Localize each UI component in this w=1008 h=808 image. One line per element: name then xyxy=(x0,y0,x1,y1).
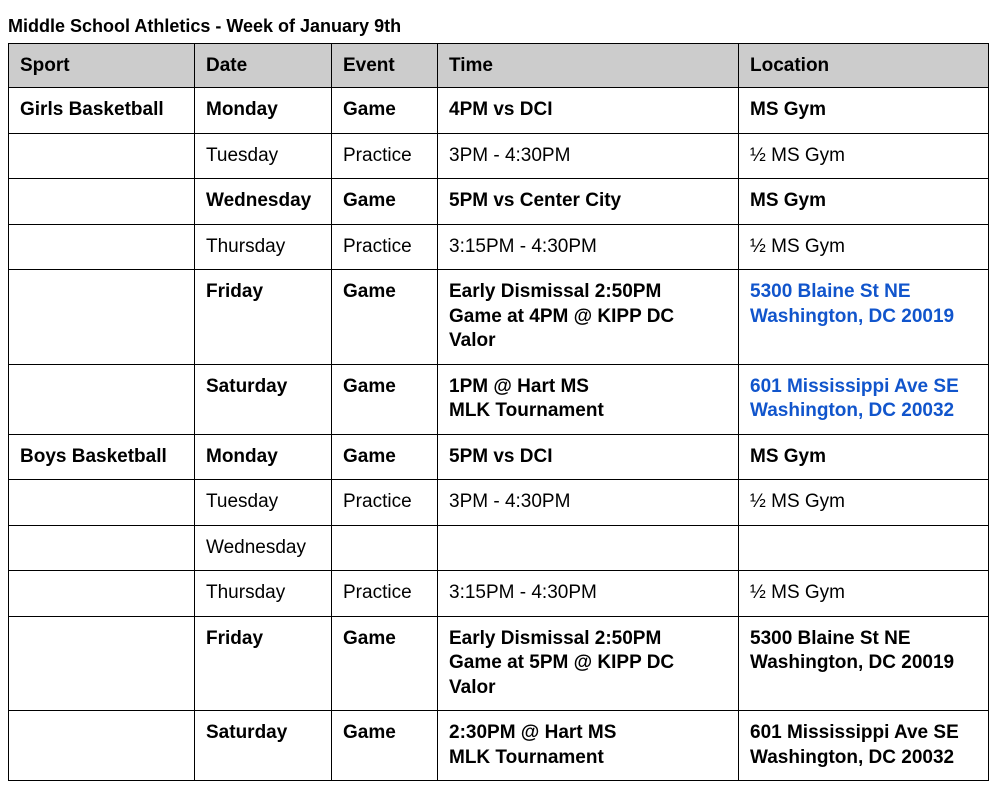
event-cell: Game xyxy=(332,270,438,365)
column-header-date: Date xyxy=(195,44,332,88)
sport-cell xyxy=(9,616,195,711)
location-link[interactable]: 5300 Blaine St NE xyxy=(750,281,911,302)
location-link[interactable]: Washington, DC 20019 xyxy=(750,305,955,327)
table-row xyxy=(9,224,989,270)
time-line: 2:30PM @ Hart MS xyxy=(449,722,617,743)
date-cell: Friday xyxy=(195,270,332,365)
time-cell xyxy=(438,179,739,225)
time-cell xyxy=(438,616,739,711)
sport-cell xyxy=(9,224,195,270)
location-cell xyxy=(739,179,989,225)
column-header-time: Time xyxy=(438,44,739,88)
date-cell: Wednesday xyxy=(195,525,332,571)
time-line: 3PM - 4:30PM xyxy=(449,144,571,166)
time-line: Game at 4PM @ KIPP DC xyxy=(449,305,675,327)
location-cell xyxy=(739,224,989,270)
table-row xyxy=(9,434,989,480)
location-cell[interactable] xyxy=(739,364,989,434)
column-header-location: Location xyxy=(739,44,989,88)
column-header-sport: Sport xyxy=(9,44,195,88)
date-cell: Tuesday xyxy=(195,480,332,526)
event-cell: Practice xyxy=(332,571,438,617)
sport-cell: Girls Basketball xyxy=(9,88,195,134)
sport-cell xyxy=(9,571,195,617)
table-row xyxy=(9,88,989,134)
date-cell: Thursday xyxy=(195,224,332,270)
time-line: Early Dismissal 2:50PM xyxy=(449,281,662,302)
event-cell: Practice xyxy=(332,133,438,179)
schedule-body xyxy=(9,88,989,781)
sport-cell xyxy=(9,480,195,526)
date-cell: Monday xyxy=(195,88,332,134)
time-line: 3PM - 4:30PM xyxy=(449,491,571,512)
time-line: 3:15PM - 4:30PM xyxy=(449,582,597,603)
time-line: 5PM vs Center City xyxy=(449,190,622,211)
sport-cell xyxy=(9,270,195,365)
event-cell: Practice xyxy=(332,224,438,270)
time-cell xyxy=(438,133,739,179)
time-line: Early Dismissal 2:50PM xyxy=(449,627,662,649)
location-line: 5300 Blaine St NE xyxy=(750,627,911,649)
time-line: 5PM vs DCI xyxy=(449,445,553,467)
time-line: 3:15PM - 4:30PM xyxy=(449,235,597,257)
location-line: Washington, DC 20032 xyxy=(750,746,955,768)
time-line: 1PM @ Hart MS xyxy=(449,375,589,397)
date-cell: Saturday xyxy=(195,711,332,781)
date-cell: Friday xyxy=(195,616,332,711)
location-cell xyxy=(739,616,989,711)
table-row xyxy=(9,364,989,434)
schedule-table xyxy=(8,43,989,781)
sport-cell xyxy=(9,179,195,225)
table-header-row xyxy=(9,44,989,88)
table-row xyxy=(9,711,989,781)
event-cell: Practice xyxy=(332,480,438,526)
sport-cell xyxy=(9,133,195,179)
table-row xyxy=(9,525,989,571)
location-link[interactable]: Washington, DC 20032 xyxy=(750,400,955,421)
time-cell xyxy=(438,525,739,571)
location-cell xyxy=(739,525,989,571)
time-line: Valor xyxy=(449,330,496,351)
location-cell xyxy=(739,88,989,134)
location-line: ½ MS Gym xyxy=(750,144,846,166)
time-cell xyxy=(438,270,739,365)
location-line: ½ MS Gym xyxy=(750,491,846,512)
location-line: ½ MS Gym xyxy=(750,582,846,603)
column-header-event: Event xyxy=(332,44,438,88)
page-title: Middle School Athletics - Week of January 9th xyxy=(8,16,402,36)
table-row xyxy=(9,179,989,225)
time-line: MLK Tournament xyxy=(449,400,604,421)
location-line: Washington, DC 20019 xyxy=(750,652,955,673)
event-cell xyxy=(332,525,438,571)
table-row xyxy=(9,133,989,179)
location-line: MS Gym xyxy=(750,190,827,211)
time-cell xyxy=(438,480,739,526)
location-cell xyxy=(739,434,989,480)
location-cell xyxy=(739,711,989,781)
event-cell: Game xyxy=(332,434,438,480)
time-cell xyxy=(438,88,739,134)
table-row xyxy=(9,480,989,526)
location-link[interactable]: 601 Mississippi Ave SE xyxy=(750,375,959,397)
time-line: MLK Tournament xyxy=(449,746,604,768)
event-cell: Game xyxy=(332,364,438,434)
event-cell: Game xyxy=(332,88,438,134)
sport-cell xyxy=(9,525,195,571)
time-cell xyxy=(438,224,739,270)
location-cell xyxy=(739,480,989,526)
event-cell: Game xyxy=(332,711,438,781)
location-line: MS Gym xyxy=(750,99,827,120)
location-cell xyxy=(739,571,989,617)
event-cell: Game xyxy=(332,179,438,225)
sport-cell: Boys Basketball xyxy=(9,434,195,480)
time-line: 4PM vs DCI xyxy=(449,99,553,120)
table-row xyxy=(9,616,989,711)
date-cell: Thursday xyxy=(195,571,332,617)
time-cell xyxy=(438,434,739,480)
time-cell xyxy=(438,711,739,781)
date-cell: Monday xyxy=(195,434,332,480)
event-cell: Game xyxy=(332,616,438,711)
sport-cell xyxy=(9,364,195,434)
sport-cell xyxy=(9,711,195,781)
table-row xyxy=(9,270,989,365)
location-cell xyxy=(739,133,989,179)
time-line: Game at 5PM @ KIPP DC xyxy=(449,652,675,673)
time-cell xyxy=(438,364,739,434)
date-cell: Tuesday xyxy=(195,133,332,179)
location-line: 601 Mississippi Ave SE xyxy=(750,722,959,743)
location-line: ½ MS Gym xyxy=(750,235,846,257)
date-cell: Wednesday xyxy=(195,179,332,225)
location-cell[interactable] xyxy=(739,270,989,365)
date-cell: Saturday xyxy=(195,364,332,434)
time-line: Valor xyxy=(449,676,496,698)
table-row xyxy=(9,571,989,617)
time-cell xyxy=(438,571,739,617)
location-line: MS Gym xyxy=(750,445,827,467)
